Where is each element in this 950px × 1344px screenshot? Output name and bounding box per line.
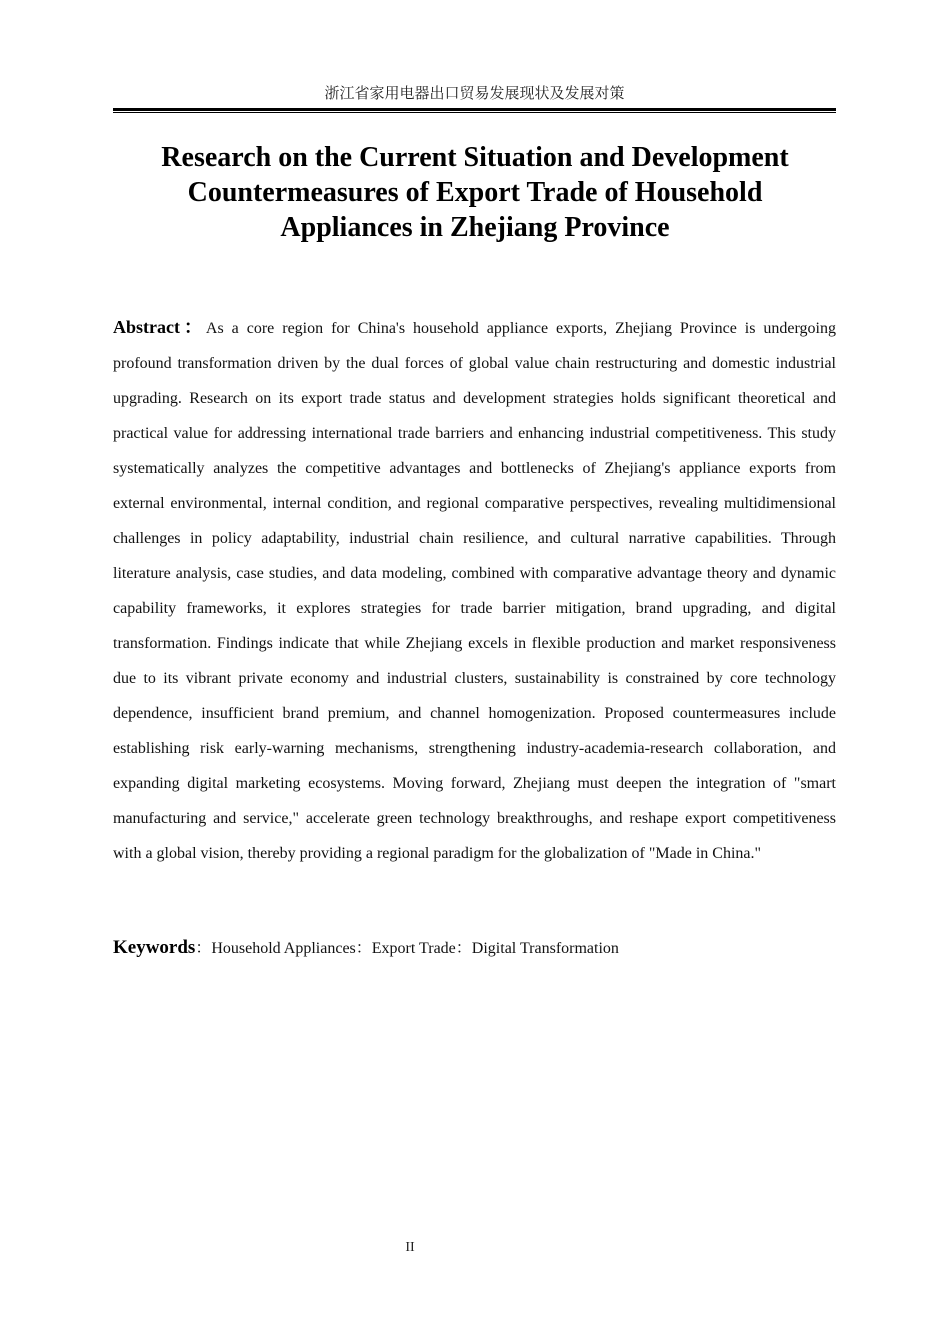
- keywords-separator: ：: [195, 940, 212, 957]
- paper-title: [150, 140, 800, 245]
- title-line-3: Appliances in Zhejiang Province: [280, 212, 670, 243]
- keyword-item: Digital Transformation: [471, 940, 619, 957]
- header-double-rule: [113, 108, 836, 113]
- keywords-label: Keywords: [113, 937, 196, 958]
- keyword-item: Household Appliances: [211, 940, 356, 957]
- abstract-paragraph: [113, 310, 836, 871]
- abstract-label: Abstract：: [113, 317, 206, 337]
- running-header: 浙江省家用电器出口贸易发展现状及发展对策: [324, 84, 625, 102]
- abstract-text: As a core region for China's household appliance exports, Zhejiang Province is undergoing profound transformation driven by the dual forces of global value chain restructuring and domestic industrial upgrading. Research on its export trade status and development strategies holds significant theoretical and practical value for addressing international trade barriers and enhancing industrial competitiveness. This study systematically analyzes the competitive advantages and bottlenecks of Zhejiang's appliance exports from external environmental, internal condition, and regional comparative perspectives, revealing multidimensional challenges in policy adaptability, industrial chain resilience, and cultural narrative capabilities. Through literature analysis, case studies, and data modeling, combined with comparative advantage theory and dynamic capability frameworks, it explores strategies for trade barrier mitigation, brand upgrading, and digital transformation. Findings indicate that while Zhejiang excels in flexible production and market responsiveness due to its vibrant private economy and industrial clusters, sustainability is constrained by core technology dependence, insufficient brand premium, and channel homogenization. Proposed countermeasures include establishing risk early-warning mechanisms, strengthening industry-academia-research collaboration, and expanding digital marketing ecosystems. Moving forward, Zhejiang must deepen the integration of "smart manufacturing and service," accelerate green technology breakthroughs, and reshape export competitiveness with a global vision, thereby providing a regional paradigm for the globalization of "Made in China.": [113, 320, 836, 862]
- keyword-item: Export Trade: [371, 940, 456, 957]
- page-number: II: [405, 1240, 415, 1255]
- keywords-separator: ：: [455, 940, 472, 957]
- keywords-line: [113, 933, 836, 964]
- keywords-separator: ：: [355, 940, 372, 957]
- title-line-1: Research on the Current Situation and Development: [161, 142, 789, 173]
- title-line-2: Countermeasures of Export Trade of Household: [187, 177, 763, 208]
